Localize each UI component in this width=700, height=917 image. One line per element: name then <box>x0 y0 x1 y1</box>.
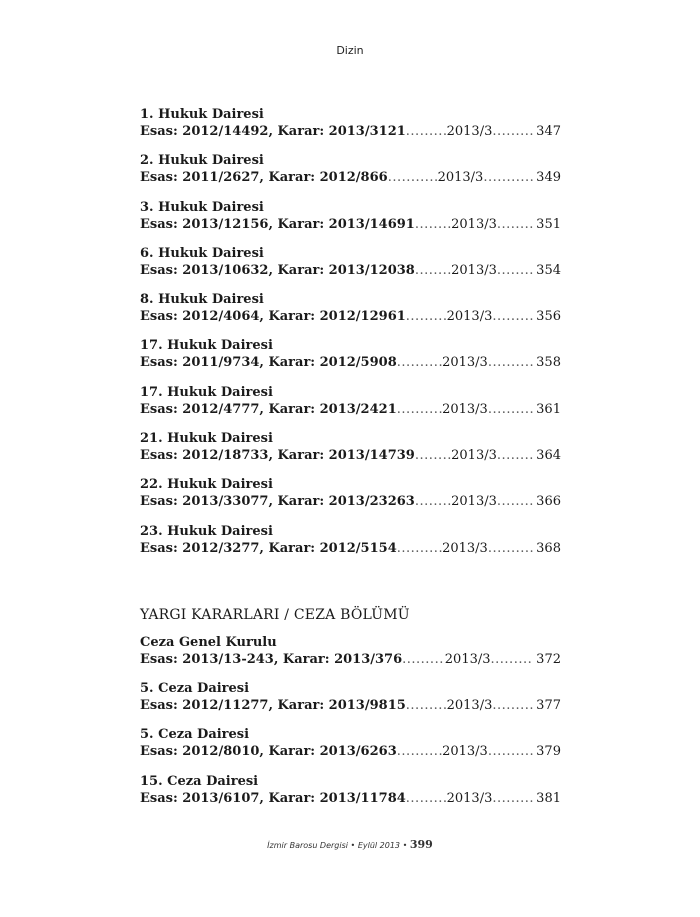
page-number: 372 <box>536 651 561 667</box>
entry-row <box>140 790 561 807</box>
entry-row <box>140 354 561 371</box>
page-number: 361 <box>536 401 561 417</box>
department-name: 23. Hukuk Dairesi <box>140 523 273 539</box>
entry-row <box>140 651 561 668</box>
issue-number: 2013/3 <box>444 651 491 667</box>
dot-leader <box>406 308 447 325</box>
index-entry <box>140 476 561 522</box>
index-entry <box>140 523 561 573</box>
dot-leader <box>397 743 442 760</box>
dot-leader <box>497 493 533 510</box>
dot-leader <box>488 354 533 371</box>
department-name: 17. Hukuk Dairesi <box>140 338 273 354</box>
dot-leader <box>483 169 533 186</box>
entry-row <box>140 743 561 760</box>
page-number: 364 <box>536 448 561 464</box>
department-name: 5. Ceza Dairesi <box>140 680 250 696</box>
department-name: 1. Hukuk Dairesi <box>140 107 264 122</box>
case-reference: Esas: 2011/9734, Karar: 2012/5908 <box>140 355 397 371</box>
index-entry <box>140 106 561 152</box>
page-number: 354 <box>536 262 561 278</box>
issue-number: 2013/3 <box>451 448 497 464</box>
entry-row <box>140 540 561 557</box>
dot-leader <box>497 216 533 233</box>
page-number: 377 <box>536 697 561 713</box>
issue-number: 2013/3 <box>442 401 488 417</box>
dot-leader <box>406 790 447 807</box>
entry-row <box>140 169 561 186</box>
page-number: 381 <box>536 790 561 806</box>
dot-leader <box>388 169 438 186</box>
dot-leader <box>488 540 533 557</box>
dot-leader <box>397 401 442 418</box>
issue-number: 2013/3 <box>451 216 497 232</box>
department-name: 22. Hukuk Dairesi <box>140 477 273 493</box>
page-number: 358 <box>536 355 561 371</box>
dot-leader <box>415 493 451 510</box>
index-entry <box>140 245 561 291</box>
page-number: 366 <box>536 494 561 510</box>
case-reference: Esas: 2012/3277, Karar: 2012/5154 <box>140 540 397 556</box>
dot-leader <box>406 697 447 714</box>
department-name: Ceza Genel Kurulu <box>140 634 277 650</box>
index-entry <box>140 726 561 772</box>
entry-row <box>140 493 561 510</box>
department-name: 21. Hukuk Dairesi <box>140 431 273 447</box>
issue-number: 2013/3 <box>437 170 484 186</box>
dot-leader <box>406 123 447 140</box>
entry-row <box>140 447 561 464</box>
department-name: 6. Hukuk Dairesi <box>140 245 264 261</box>
department-name: 8. Hukuk Dairesi <box>140 292 264 308</box>
dot-leader <box>397 540 442 557</box>
dot-leader <box>492 308 533 325</box>
case-reference: Esas: 2013/12156, Karar: 2013/14691 <box>140 216 415 232</box>
page-number: 368 <box>536 540 561 556</box>
footer-separator-1: • <box>350 841 356 850</box>
page-number: 379 <box>536 744 561 760</box>
case-reference: Esas: 2012/4777, Karar: 2013/2421 <box>140 401 397 417</box>
dot-leader <box>397 354 442 371</box>
dot-leader <box>415 447 451 464</box>
footer-separator-2: • <box>402 841 408 850</box>
index-entry <box>140 291 561 337</box>
entry-row <box>140 308 561 325</box>
case-reference: Esas: 2013/10632, Karar: 2013/12038 <box>140 262 415 278</box>
dot-leader <box>492 790 533 807</box>
index-entry <box>140 680 561 726</box>
case-reference: Esas: 2012/4064, Karar: 2012/12961 <box>140 309 406 325</box>
dot-leader <box>415 262 451 279</box>
case-reference: Esas: 2013/33077, Karar: 2013/23263 <box>140 494 415 510</box>
department-name: 5. Ceza Dairesi <box>140 727 250 743</box>
entry-row <box>140 123 561 140</box>
issue-number: 2013/3 <box>442 355 488 371</box>
page-footer <box>0 838 700 851</box>
case-reference: Esas: 2011/2627, Karar: 2012/866 <box>140 170 388 186</box>
index-entry <box>140 773 561 819</box>
dot-leader <box>497 262 533 279</box>
entry-row <box>140 216 561 233</box>
page-number: 356 <box>536 309 561 325</box>
index-entry <box>140 634 561 680</box>
index-content <box>140 106 561 819</box>
footer-date: Eylül 2013 <box>357 841 401 850</box>
issue-number: 2013/3 <box>451 494 497 510</box>
issue-number: 2013/3 <box>442 744 488 760</box>
entry-row <box>140 262 561 279</box>
page-number: 347 <box>536 124 561 139</box>
index-entry <box>140 152 561 198</box>
dot-leader <box>402 651 445 668</box>
dot-leader <box>492 697 533 714</box>
running-header: Dizin <box>336 44 364 57</box>
page-number: 349 <box>536 170 561 186</box>
department-name: 17. Hukuk Dairesi <box>140 384 273 400</box>
dot-leader <box>488 743 533 760</box>
department-name: 3. Hukuk Dairesi <box>140 199 264 215</box>
issue-number: 2013/3 <box>446 697 493 713</box>
page-number: 351 <box>536 216 561 232</box>
index-entry <box>140 337 561 383</box>
case-reference: Esas: 2012/8010, Karar: 2013/6263 <box>140 744 397 760</box>
dot-leader <box>497 447 533 464</box>
entry-row <box>140 401 561 418</box>
issue-number: 2013/3 <box>446 124 493 139</box>
index-entry <box>140 384 561 430</box>
issue-number: 2013/3 <box>442 540 488 556</box>
issue-number: 2013/3 <box>446 309 493 325</box>
section-title-criminal: YARGI KARARLARI / CEZA BÖLÜMÜ <box>140 606 410 623</box>
criminal-decisions-list <box>140 634 561 819</box>
footer-publication: İzmir Barosu Dergisi <box>267 841 348 850</box>
dot-leader <box>491 651 534 668</box>
department-name: 15. Ceza Dairesi <box>140 773 259 789</box>
footer-page-number: 399 <box>409 838 433 851</box>
index-entry <box>140 199 561 245</box>
case-reference: Esas: 2012/11277, Karar: 2013/9815 <box>140 697 406 713</box>
issue-number: 2013/3 <box>446 790 493 806</box>
entry-row <box>140 697 561 714</box>
dot-leader <box>492 123 533 140</box>
civil-decisions-list <box>140 106 561 573</box>
case-reference: Esas: 2012/18733, Karar: 2013/14739 <box>140 448 415 464</box>
department-name: 2. Hukuk Dairesi <box>140 153 264 169</box>
case-reference: Esas: 2012/14492, Karar: 2013/3121 <box>140 124 406 139</box>
case-reference: Esas: 2013/13-243, Karar: 2013/376 <box>140 651 403 667</box>
dot-leader <box>415 216 451 233</box>
index-entry <box>140 430 561 476</box>
case-reference: Esas: 2013/6107, Karar: 2013/11784 <box>140 790 406 806</box>
issue-number: 2013/3 <box>451 262 497 278</box>
dot-leader <box>488 401 533 418</box>
